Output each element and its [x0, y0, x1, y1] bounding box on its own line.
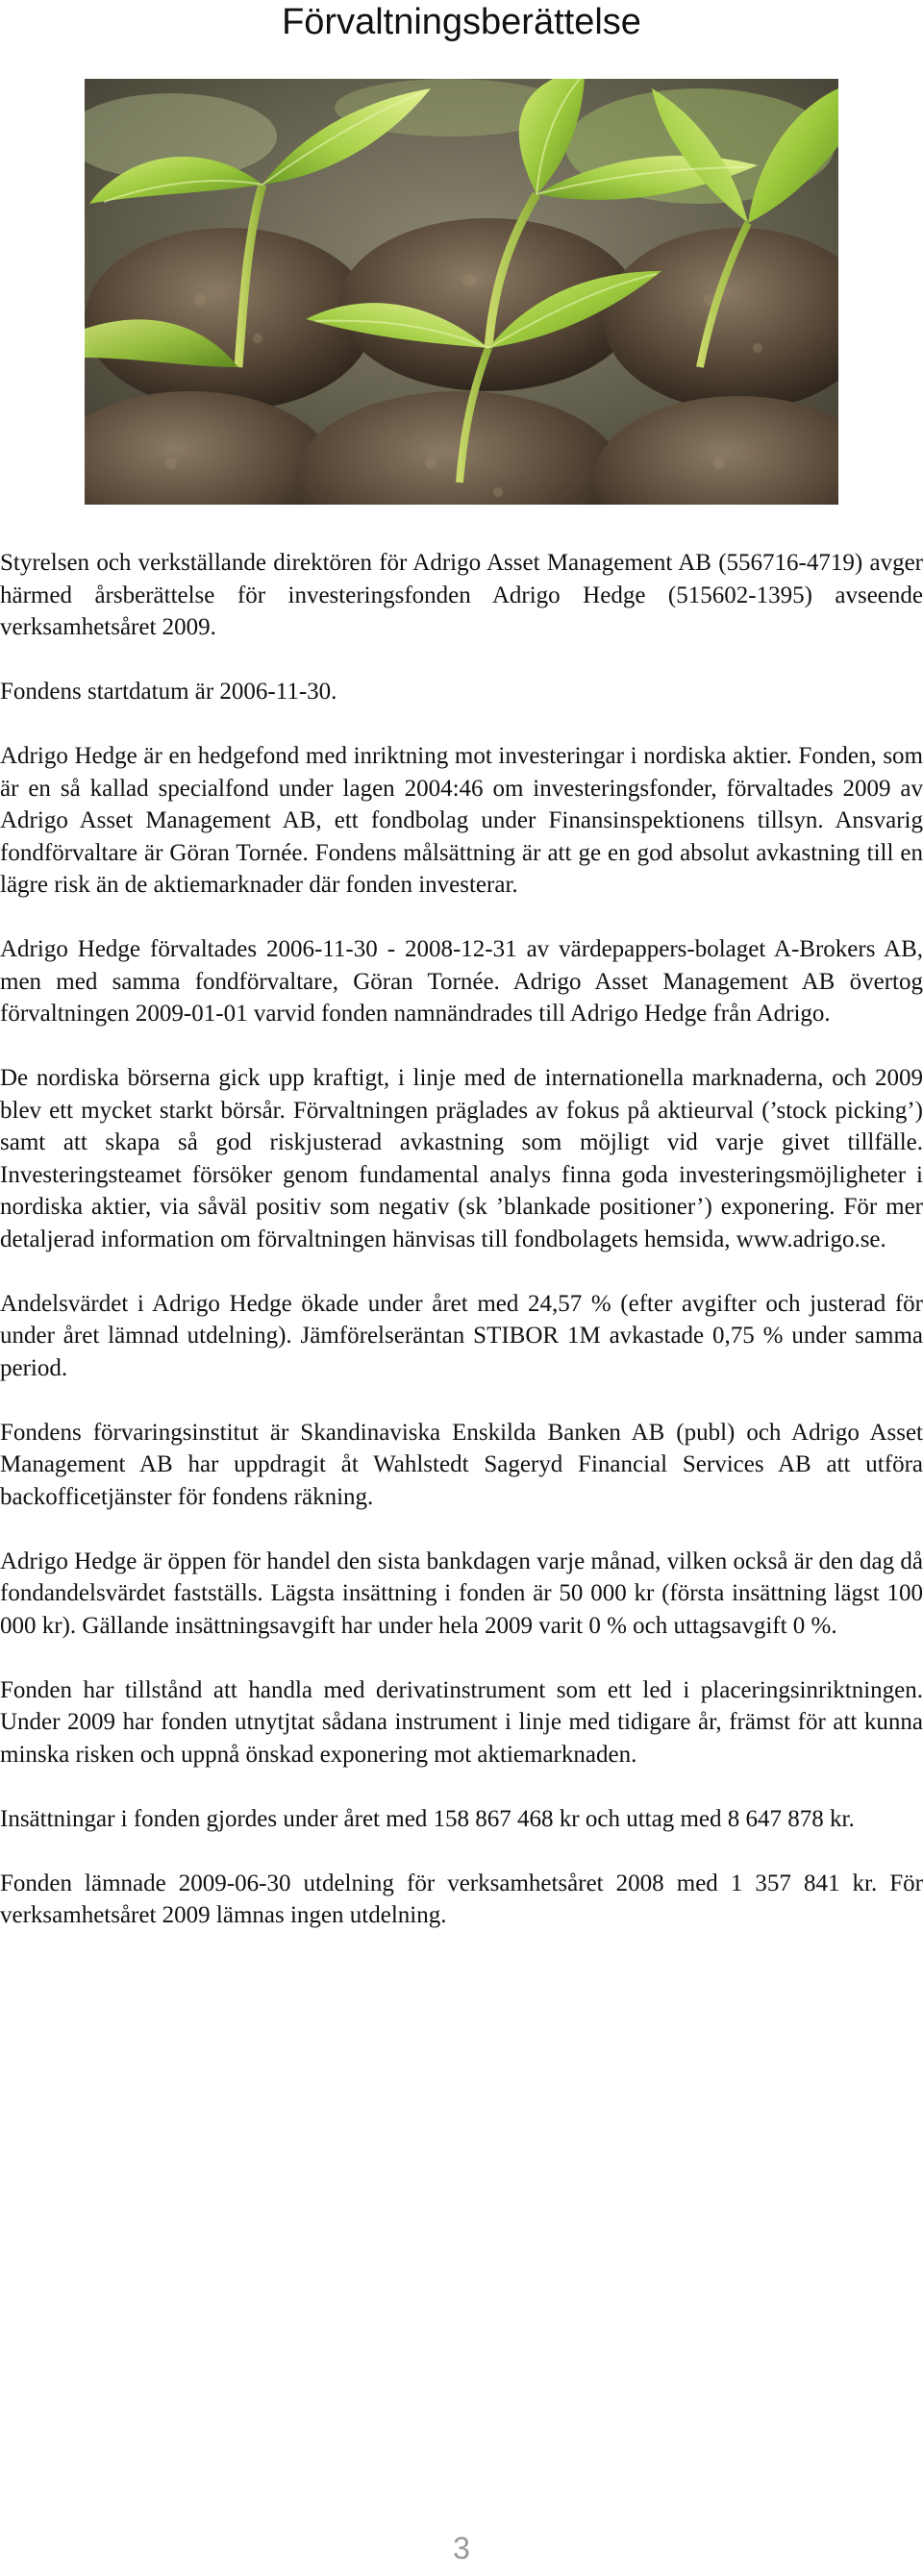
- body-text: [0, 547, 923, 1964]
- seedlings-photo: [85, 79, 838, 505]
- paragraph-custodian: Fondens förvaringsinstitut är Skandinaviska Enskilda Banken AB (publ) och Adrigo Asset Management AB har uppdragit åt Wahlstedt Sageryd Financial Services AB att utföra backofficetjänster för fondens räkning.: [0, 1419, 923, 1510]
- paragraph-fund-description: Adrigo Hedge är en hedgefond med inriktning mot investeringar i nordiska aktier. Fonden, som är en så kallad specialfond under lagen 2004:46 om investeringsfonder, förvaltades 2009 av Adrigo Asset Management AB, ett fondbolag under Finansinspektionens tillsyn. Ansvarig fondförvaltare är Göran Tornée. Fondens målsättning är att ge en god absolut avkastning till en lägre risk än de aktiemarknader där fonden investerar.: [0, 743, 923, 898]
- paragraph-flows: Insättningar i fonden gjordes under året med 158 867 468 kr och uttag med 8 647 878 kr.: [0, 1805, 855, 1832]
- paragraph-dividend: Fonden lämnade 2009-06-30 utdelning för verksamhetsåret 2008 med 1 357 841 kr. För verksamhetsåret 2009 lämnas ingen utdelning.: [0, 1870, 923, 1928]
- page-number: 3: [453, 2531, 470, 2565]
- paragraph-trading-terms: Adrigo Hedge är öppen för handel den sista bankdagen varje månad, vilken också är den dag då fondandelsvärdet fastställs. Lägsta insättning i fonden är 50 000 kr (första insättning lägst 100 000 kr). Gällande insättningsavgift har under hela 2009 varit 0 % och uttagsavgift 0 %.: [0, 1548, 923, 1639]
- paragraph-market-review: De nordiska börserna gick upp kraftigt, i linje med de internationella marknaderna, och 2009 blev ett mycket starkt börsår. Förvaltningen präglades av fokus på aktieurval (’stock picking’) samt att skapa så god riskjusterad avkastning som möjligt vid varje givet tillfälle. Investeringsteamet försöker genom fundamental analys finna goda investeringsmöjligheter i nordiska aktier, via såväl positiv som negativ (sk ’blankade positioner’) exponering. För mer detaljerad information om förvaltningen hänvisas till fondbolagets hemsida, www.adrigo.se.: [0, 1065, 923, 1252]
- paragraph-management-history: Adrigo Hedge förvaltades 2006-11-30 - 2008-12-31 av värdepappers-bolaget A-Brokers AB, men med samma fondförvaltare, Göran Tornée. Adrigo Asset Management AB övertog förvaltningen 2009-01-01 varvid fonden namnändrades till Adrigo Hedge från Adrigo.: [0, 936, 923, 1027]
- paragraph-derivatives: Fonden har tillstånd att handla med derivatinstrument som ett led i placeringsinriktningen. Under 2009 har fonden utnytjtat sådana instrument i linje med tidigare år, främst för att kunna minska risken och uppnå önskad exponering mot aktiemarknaden.: [0, 1676, 923, 1768]
- page-title: Förvaltningsberättelse: [282, 2, 641, 42]
- paragraph-performance: Andelsvärdet i Adrigo Hedge ökade under året med 24,57 % (efter avgifter och justerad för under året lämnad utdelning). Jämförelseräntan STIBOR 1M avkastade 0,75 % under samma period.: [0, 1290, 923, 1381]
- paragraph-intro: Styrelsen och verkställande direktören för Adrigo Asset Management AB (556716-4719) avger härmed årsberättelse för investeringsfonden Adrigo Hedge (515602-1395) avseende verksamhetsåret 2009.: [0, 550, 923, 640]
- paragraph-start-date: Fondens startdatum är 2006-11-30.: [0, 679, 337, 705]
